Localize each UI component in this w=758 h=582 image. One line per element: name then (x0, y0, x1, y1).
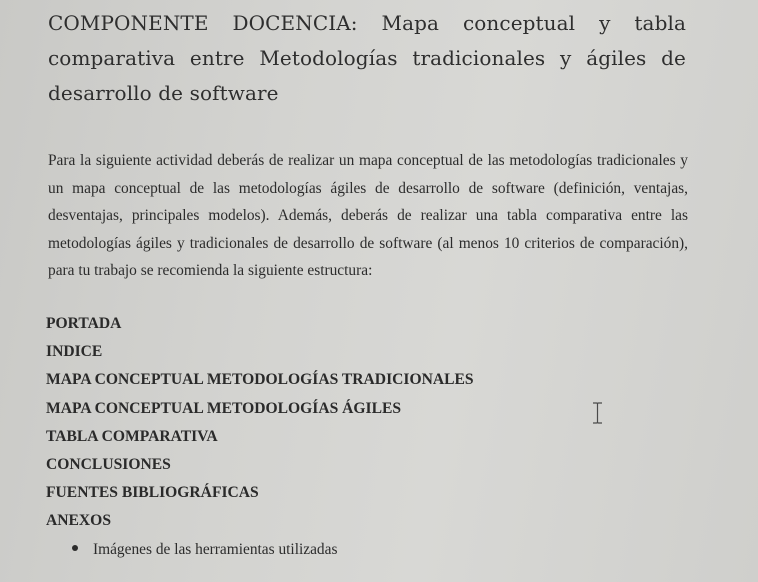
section-mapa-tradicionales: MAPA CONCEPTUAL METODOLOGÍAS TRADICIONALES (46, 371, 474, 389)
section-fuentes: FUENTES BIBLIOGRÁFICAS (46, 484, 259, 502)
section-anexos: ANEXOS (46, 512, 111, 530)
instructions-paragraph: Para la siguiente actividad deberás de realizar un mapa conceptual de las metodologías tradicionales y un mapa conceptual de las metodologías ágiles de desarrollo de software (definición, ventajas, desventajas, principales modelos). Además, deberás de realizar una tabla comparativa entre las metodologías ágiles y tradicionales de desarrollo de software (al menos 10 criterios de comparación), para tu trabajo se recomienda la siguiente estructura: (48, 152, 688, 280)
bullet-icon (72, 545, 78, 551)
section-tabla-comparativa: TABLA COMPARATIVA (46, 427, 218, 445)
section-indice: INDICE (46, 343, 103, 361)
text-cursor-ibeam-icon (592, 402, 603, 424)
annex-bullet-list (72, 536, 337, 564)
document-title: COMPONENTE DOCENCIA: Mapa conceptual y tabla comparativa entre Metodologías tradicionales y ágiles de desarrollo de software (48, 11, 686, 105)
annex-item-text: Imágenes de las herramientas utilizadas (93, 541, 338, 558)
annex-list-item (72, 536, 337, 564)
section-mapa-agiles: MAPA CONCEPTUAL METODOLOGÍAS ÁGILES (46, 399, 402, 417)
structure-list (46, 310, 474, 536)
section-conclusiones: CONCLUSIONES (46, 455, 171, 473)
section-portada: PORTADA (46, 315, 122, 332)
